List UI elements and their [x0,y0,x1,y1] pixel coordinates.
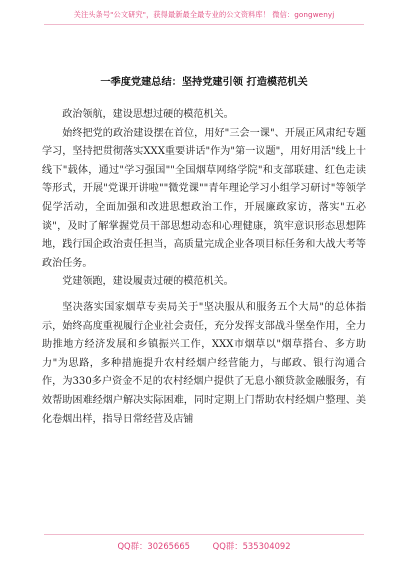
footer [0,540,408,552]
footer-divider [44,534,364,535]
document-body [42,106,366,429]
section-heading: 党建领跑，建设履责过硬的模范机关。 [62,276,234,288]
footer-qq-group-1: QQ群：30265665 [117,541,190,551]
body-paragraph: 坚决落实国家烟草专卖局关于"坚决服从和服务五个大局"的总体指示，始终高度重视履行企业社会责任，充分发挥支部战斗堡垒作用，全力助推地方经济发展和乡镇振兴工作，XXX市烟草以"烟草搭台、多方助力"为思路，多种措施提升农村经烟户经营能力，与邮政、银行沟通合作，为330多户资金不足的农村经烟户提供了无息小额贷款金融服务，有效帮助困难经烟户解决实际困难，同时定期上门帮助农村经烟户整理、美化卷烟出样，指导日常经营及店铺 [42,301,366,425]
section-heading: 政治领航，建设思想过硬的模范机关。 [62,109,234,120]
header-divider [44,24,364,25]
header-banner: 关注头条号"公文研究"，获得最新最全最专业的公文资料库！ 微信：gongwenyj [73,10,335,19]
body-paragraph: 始终把党的政治建设摆在首位，用好"三会一课"、开展正风肃纪专题学习，坚持把贯彻落实XXX重要讲话"作为"第一议题"，用好用活"线上十线下"载体，通过"学习强国""全国烟草网络学院"和支部联建、红色走读等形式，开展"党课开讲啦""微党课""青年理论学习小组学习研讨"等领学促学活动，全面加强和改进思想政治工作，开展廉政家访，落实"五必谈"，及时了解掌握党员干部思想动态和心理健康，筑牢意识形态思想阵地，践行国企政治责任担当，高质量完成企业各项目标任务和大战大考等政治任务。 [42,127,366,269]
footer-qq-group-2: QQ群：535304092 [212,541,291,551]
document-title: 一季度党建总结：坚持党建引领 打造模范机关 [100,76,308,88]
